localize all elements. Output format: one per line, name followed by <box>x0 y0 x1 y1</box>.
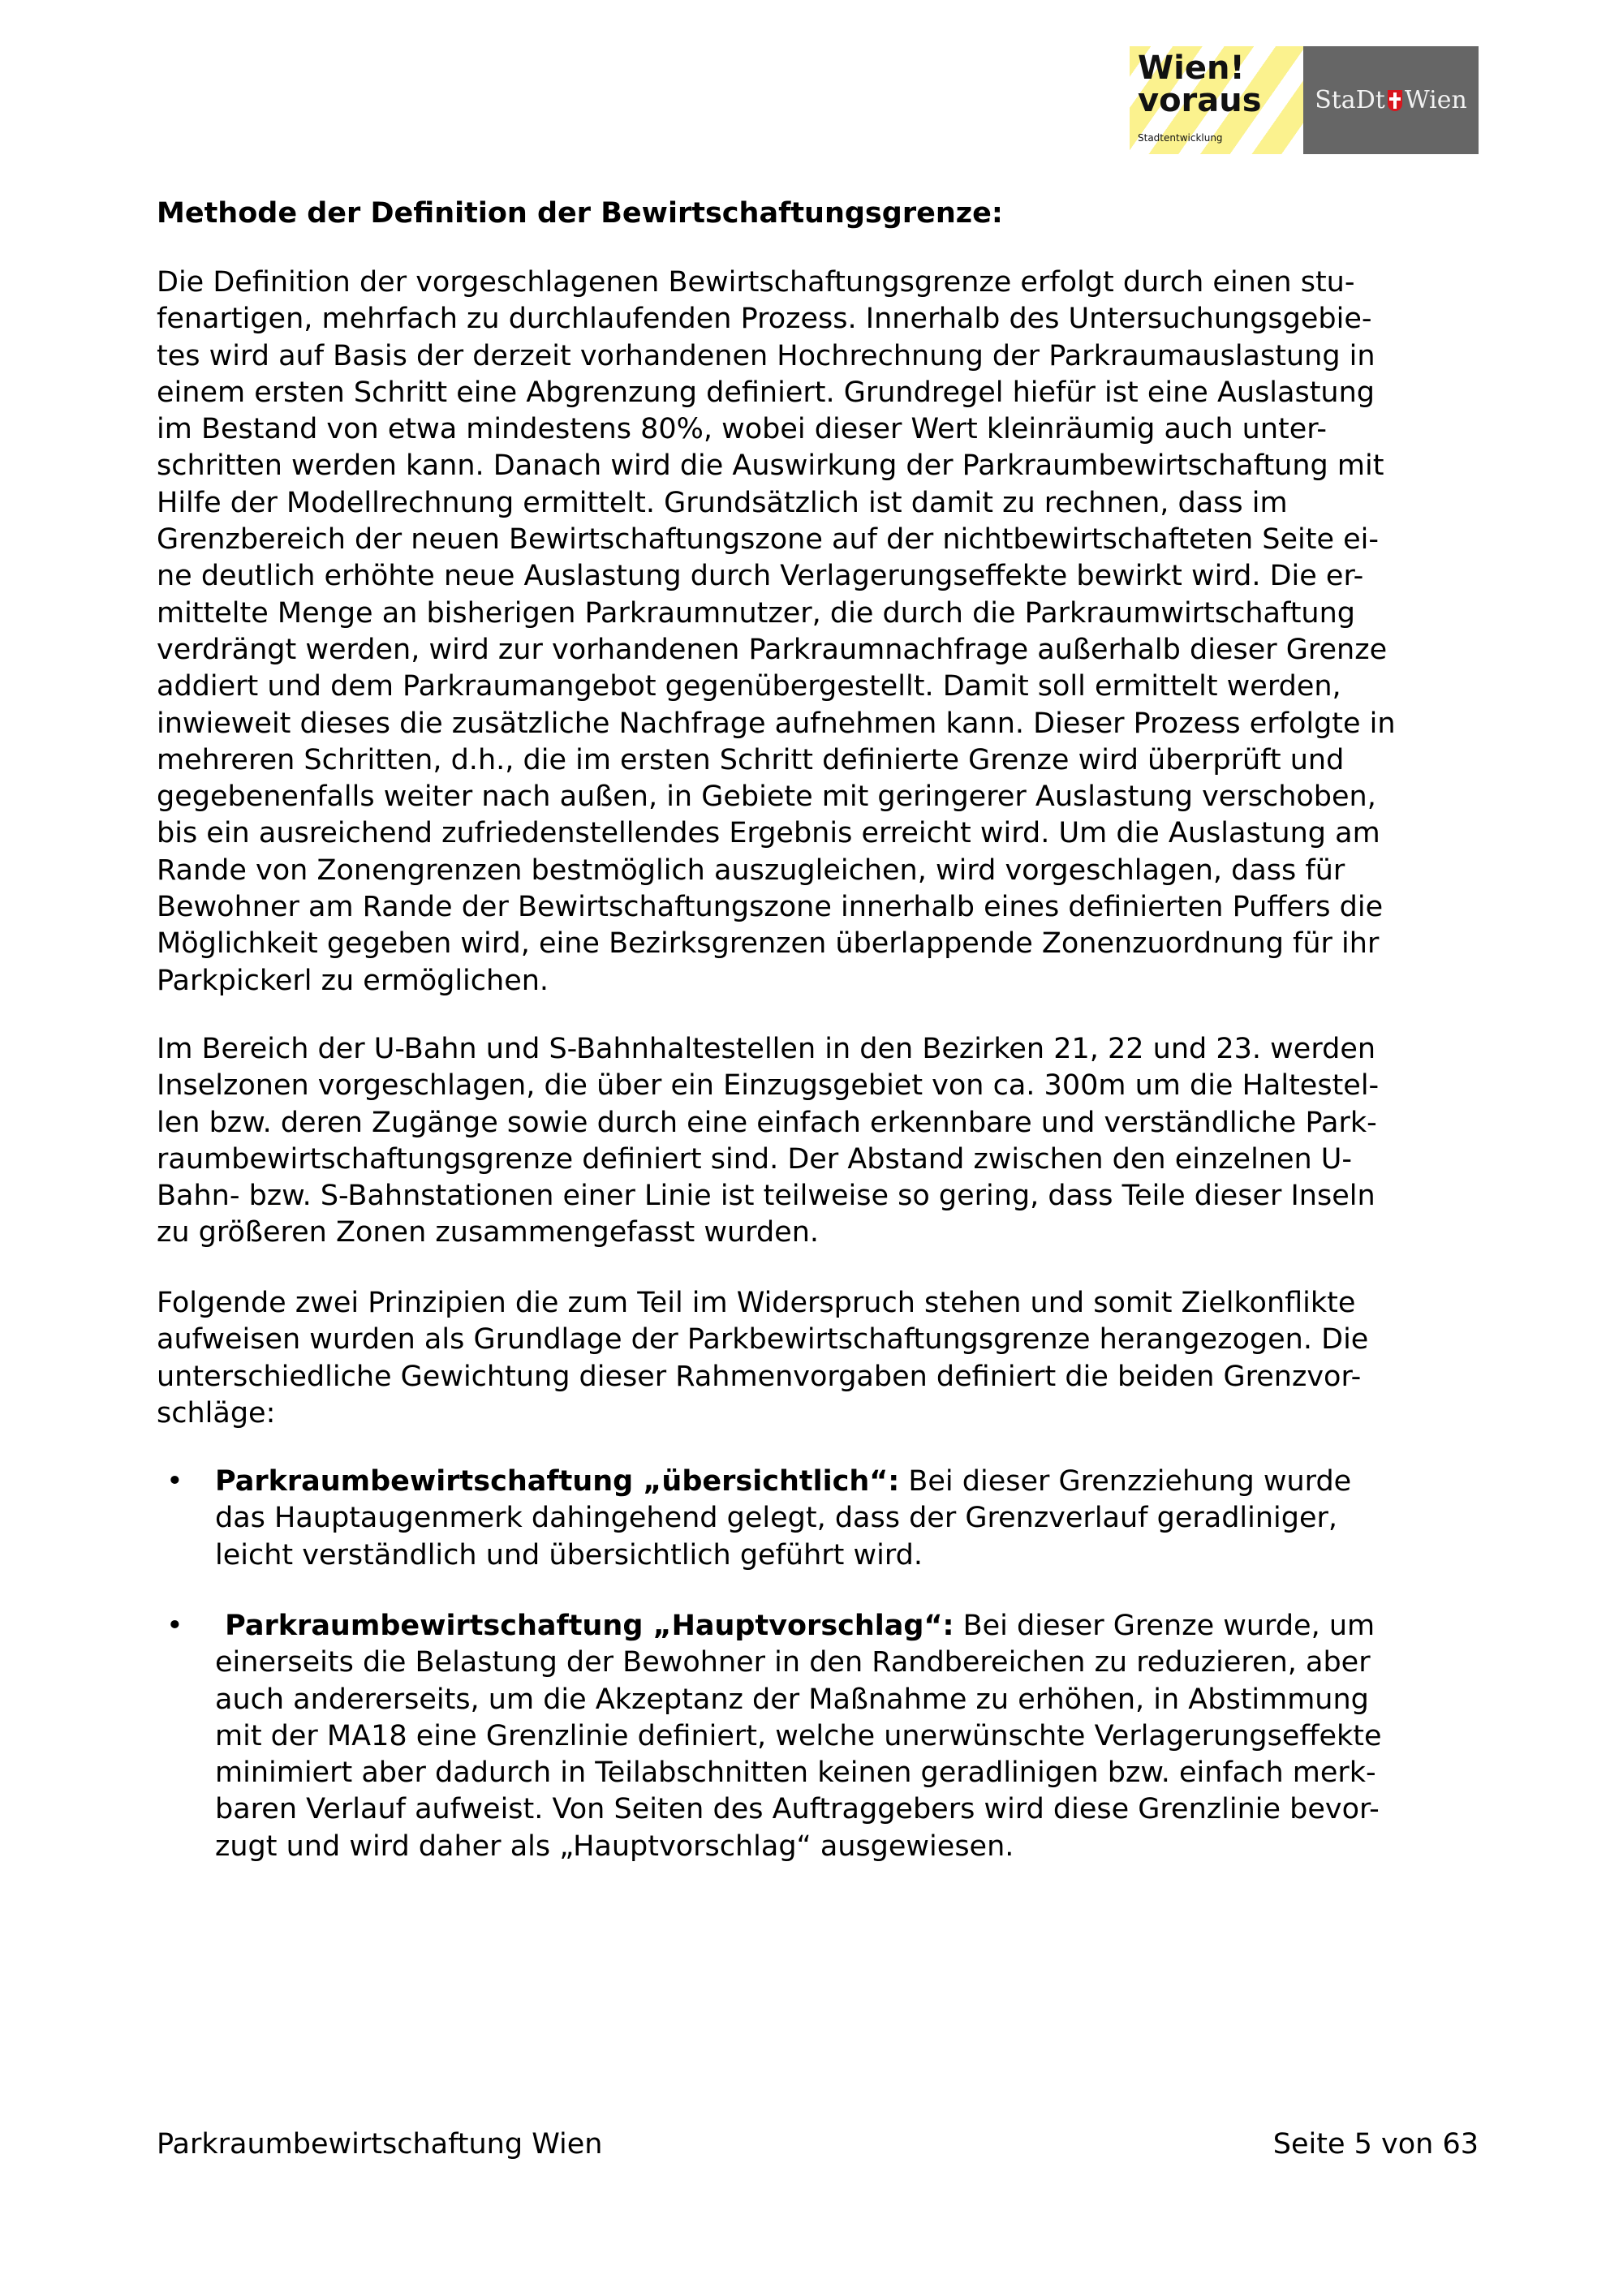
bullet-item-uebersichtlich <box>215 1464 1351 1574</box>
text-line: Die Definition der vorgeschlagenen Bewirtschaftungsgrenze erfolgt durch einen stu- <box>157 266 1355 299</box>
text-line: zu größeren Zonen zusammengefasst wurden. <box>157 1216 820 1249</box>
paragraph-3 <box>157 1285 1368 1432</box>
text-line: Grenzbereich der neuen Bewirtschaftungszone auf der nichtbewirtschafteten Seite ei- <box>157 523 1379 557</box>
logo-wien-text: Wien! <box>1138 49 1245 87</box>
bullet-title: Parkraumbewirtschaftung „Hauptvorschlag“: <box>215 1610 954 1642</box>
logo <box>1130 46 1479 154</box>
logo-stadt-text: StaDt <box>1315 86 1385 114</box>
text-line: schritten werden kann. Danach wird die Auswirkung der Parkraumbewirtschaftung mit <box>157 449 1384 483</box>
text-line: leicht verständlich und übersichtlich geführt wird. <box>215 1538 923 1572</box>
text-line: im Bestand von etwa mindestens 80%, wobei dieser Wert kleinräumig auch unter- <box>157 413 1328 446</box>
bullet-title: Parkraumbewirtschaftung „übersichtlich“: <box>215 1465 900 1498</box>
bullet-text: Bei dieser Grenze wurde, um <box>954 1610 1375 1642</box>
text-line: Folgende zwei Prinzipien die zum Teil im Widerspruch stehen und somit Zielkonflikte <box>157 1287 1356 1319</box>
bullet-symbol: • <box>166 1610 183 1642</box>
text-line: einem ersten Schritt eine Abgrenzung definiert. Grundregel hiefür ist eine Auslastung <box>157 376 1375 409</box>
text-line: Parkpickerl zu ermöglichen. <box>157 964 549 997</box>
vienna-shield-icon <box>1388 90 1402 111</box>
text-line: fenartigen, mehrfach zu durchlaufenden Prozess. Innerhalb des Untersuchungsgebie- <box>157 303 1372 336</box>
section-heading: Methode der Definition der Bewirtschaftungsgrenze: <box>157 197 1003 230</box>
text-line: schläge: <box>157 1396 276 1430</box>
text-line: aufweisen wurden als Grundlage der Parkbewirtschaftungsgrenze herangezogen. Die <box>157 1323 1369 1357</box>
text-line: verdrängt werden, wird zur vorhandenen Parkraumnachfrage außerhalb dieser Grenze <box>157 633 1388 666</box>
text-line: Rande von Zonengrenzen bestmöglich auszugleichen, wird vorgeschlagen, dass für <box>157 853 1345 887</box>
paragraph-2 <box>157 1031 1379 1252</box>
bullet-symbol: • <box>166 1465 183 1498</box>
text-line: Im Bereich der U-Bahn und S-Bahnhaltestellen in den Bezirken 21, 22 und 23. werden <box>157 1033 1376 1065</box>
text-line: unterschiedliche Gewichtung dieser Rahmenvorgaben definiert die beiden Grenzvor- <box>157 1360 1362 1393</box>
text-line: raumbewirtschaftungsgrenze definiert sind. Der Abstand zwischen den einzelnen U- <box>157 1142 1353 1176</box>
text-line: Bewohner am Rande der Bewirtschaftungszone innerhalb eines definierten Puffers die <box>157 891 1384 924</box>
bullet-item-hauptvorschlag <box>215 1608 1382 1865</box>
text-line: zugt und wird daher als „Hauptvorschlag“ ausgewiesen. <box>215 1829 1014 1863</box>
logo-voraus-text: voraus <box>1138 82 1262 119</box>
text-line: Hilfe der Modellrechnung ermittelt. Grundsätzlich ist damit zu rechnen, dass im <box>157 486 1288 519</box>
logo-wien2-text: Wien <box>1404 86 1467 114</box>
text-line: auch andererseits, um die Akzeptanz der Maßnahme zu erhöhen, in Abstimmung <box>215 1683 1369 1716</box>
text-line: das Hauptaugenmerk dahingehend gelegt, dass der Grenzverlauf geradliniger, <box>215 1502 1338 1535</box>
text-line: Bahn- bzw. S-Bahnstationen einer Linie ist teilweise so gering, dass Teile dieser Inseln <box>157 1180 1375 1213</box>
text-line: mehreren Schritten, d.h., die im ersten Schritt definierte Grenze wird überprüft und <box>157 743 1345 776</box>
logo-sub-text: Stadtentwicklung <box>1138 132 1223 144</box>
bullet-text: Bei dieser Grenzziehung wurde <box>899 1465 1352 1498</box>
text-line: minimiert aber dadurch in Teilabschnitten keinen geradlinigen bzw. einfach merk- <box>215 1756 1376 1790</box>
footer-page-number: Seite 5 von 63 <box>1272 2128 1479 2161</box>
text-line: Inselzonen vorgeschlagen, die über ein Einzugsgebiet von ca. 300m um die Haltestel- <box>157 1069 1380 1103</box>
text-line: einerseits die Belastung der Bewohner in den Randbereichen zu reduzieren, aber <box>215 1646 1371 1679</box>
paragraph-1 <box>157 264 1396 1000</box>
text-line: len bzw. deren Zugänge sowie durch eine einfach erkennbare und verständliche Park- <box>157 1106 1377 1139</box>
text-line: baren Verlauf aufweist. Von Seiten des Auftraggebers wird diese Grenzlinie bevor- <box>215 1793 1380 1826</box>
text-line: addiert und dem Parkraumangebot gegenübergestellt. Damit soll ermittelt werden, <box>157 670 1341 703</box>
text-line: Möglichkeit gegeben wird, eine Bezirksgrenzen überlappende Zonenzuordnung für ihr <box>157 927 1380 961</box>
text-line: gegebenenfalls weiter nach außen, in Gebiete mit geringerer Auslastung verschoben, <box>157 780 1376 814</box>
text-line: mit der MA18 eine Grenzlinie definiert, welche unerwünschte Verlagerungseffekte <box>215 1719 1382 1752</box>
text-line: mittelte Menge an bisherigen Parkraumnutzer, die durch die Parkraumwirtschaftung <box>157 596 1356 630</box>
stadt-wien-logo <box>1303 46 1479 154</box>
footer-document-title: Parkraumbewirtschaftung Wien <box>157 2128 603 2161</box>
text-line: bis ein ausreichend zufriedenstellendes Ergebnis erreicht wird. Um die Auslastung am <box>157 817 1380 850</box>
text-line: inwieweit dieses die zusätzliche Nachfrage aufnehmen kann. Dieser Prozess erfolgte in <box>157 707 1396 740</box>
text-line: tes wird auf Basis der derzeit vorhandenen Hochrechnung der Parkraumauslastung in <box>157 339 1375 372</box>
text-line: ne deutlich erhöhte neue Auslastung durch Verlagerungseffekte bewirkt wird. Die er- <box>157 560 1364 593</box>
wien-voraus-logo <box>1130 46 1303 154</box>
